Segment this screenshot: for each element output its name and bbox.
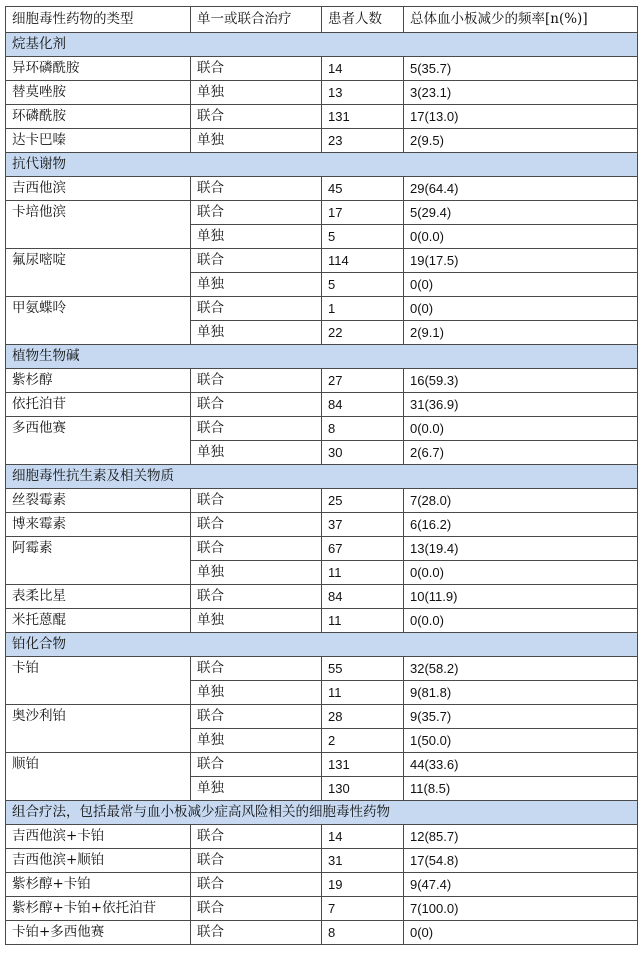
drug-name-cell: 顺铂: [6, 753, 191, 801]
treatment-mode-cell: 单独: [191, 225, 322, 249]
table-row: [6, 513, 638, 537]
frequency-cell: 7(100.0): [404, 897, 638, 921]
frequency-cell: 0(0.0): [404, 225, 638, 249]
table-row: [6, 849, 638, 873]
drug-name-cell: 米托蒽醌: [6, 609, 191, 633]
patient-count-cell: 67: [322, 537, 404, 561]
patient-count-cell: 25: [322, 489, 404, 513]
frequency-cell: 32(58.2): [404, 657, 638, 681]
treatment-mode-cell: 联合: [191, 753, 322, 777]
table-row: [6, 177, 638, 201]
table-row: [6, 585, 638, 609]
table-row: [6, 393, 638, 417]
frequency-cell: 17(54.8): [404, 849, 638, 873]
table-row: [6, 897, 638, 921]
treatment-mode-cell: 联合: [191, 249, 322, 273]
frequency-cell: 0(0.0): [404, 417, 638, 441]
frequency-cell: 7(28.0): [404, 489, 638, 513]
category-row: [6, 465, 638, 489]
drug-name-cell: 表柔比星: [6, 585, 191, 609]
drug-name-cell: 阿霉素: [6, 537, 191, 585]
patient-count-cell: 11: [322, 681, 404, 705]
treatment-mode-cell: 联合: [191, 57, 322, 81]
patient-count-cell: 17: [322, 201, 404, 225]
patient-count-cell: 19: [322, 873, 404, 897]
treatment-mode-cell: 联合: [191, 201, 322, 225]
header-treatment-mode: 单一或联合治疗: [191, 7, 322, 33]
frequency-cell: 2(6.7): [404, 441, 638, 465]
patient-count-cell: 1: [322, 297, 404, 321]
table-row: [6, 81, 638, 105]
category-row: [6, 633, 638, 657]
frequency-cell: 0(0): [404, 297, 638, 321]
table-row: [6, 417, 638, 441]
treatment-mode-cell: 联合: [191, 849, 322, 873]
frequency-cell: 19(17.5): [404, 249, 638, 273]
patient-count-cell: 28: [322, 705, 404, 729]
treatment-mode-cell: 单独: [191, 681, 322, 705]
drug-name-cell: 卡铂: [6, 657, 191, 705]
frequency-cell: 13(19.4): [404, 537, 638, 561]
table-row: [6, 657, 638, 681]
category-row: [6, 801, 638, 825]
drug-name-cell: 环磷酰胺: [6, 105, 191, 129]
frequency-cell: 31(36.9): [404, 393, 638, 417]
treatment-mode-cell: 联合: [191, 657, 322, 681]
patient-count-cell: 11: [322, 609, 404, 633]
frequency-cell: 9(47.4): [404, 873, 638, 897]
category-title: 烷基化剂: [6, 33, 638, 57]
drug-name-cell: 紫杉醇+卡铂: [6, 873, 191, 897]
patient-count-cell: 14: [322, 57, 404, 81]
treatment-mode-cell: 联合: [191, 513, 322, 537]
patient-count-cell: 11: [322, 561, 404, 585]
category-title: 铂化合物: [6, 633, 638, 657]
treatment-mode-cell: 联合: [191, 585, 322, 609]
frequency-cell: 0(0.0): [404, 561, 638, 585]
patient-count-cell: 45: [322, 177, 404, 201]
frequency-cell: 2(9.1): [404, 321, 638, 345]
table-row: [6, 825, 638, 849]
frequency-cell: 2(9.5): [404, 129, 638, 153]
treatment-mode-cell: 联合: [191, 921, 322, 945]
table-row: [6, 249, 638, 273]
table-row: [6, 57, 638, 81]
patient-count-cell: 37: [322, 513, 404, 537]
drug-name-cell: 依托泊苷: [6, 393, 191, 417]
frequency-cell: 10(11.9): [404, 585, 638, 609]
drug-name-cell: 吉西他滨+顺铂: [6, 849, 191, 873]
patient-count-cell: 8: [322, 921, 404, 945]
frequency-cell: 9(81.8): [404, 681, 638, 705]
treatment-mode-cell: 联合: [191, 705, 322, 729]
table-row: [6, 609, 638, 633]
frequency-cell: 17(13.0): [404, 105, 638, 129]
treatment-mode-cell: 单独: [191, 129, 322, 153]
table-row: [6, 369, 638, 393]
drug-name-cell: 卡培他滨: [6, 201, 191, 249]
table-row: [6, 489, 638, 513]
category-row: [6, 153, 638, 177]
treatment-mode-cell: 联合: [191, 105, 322, 129]
frequency-cell: 0(0.0): [404, 609, 638, 633]
frequency-cell: 9(35.7): [404, 705, 638, 729]
patient-count-cell: 30: [322, 441, 404, 465]
patient-count-cell: 84: [322, 393, 404, 417]
drug-name-cell: 紫杉醇+卡铂+依托泊苷: [6, 897, 191, 921]
treatment-mode-cell: 单独: [191, 321, 322, 345]
treatment-mode-cell: 联合: [191, 873, 322, 897]
header-row: [6, 7, 638, 33]
patient-count-cell: 5: [322, 225, 404, 249]
frequency-cell: 5(35.7): [404, 57, 638, 81]
frequency-cell: 44(33.6): [404, 753, 638, 777]
treatment-mode-cell: 联合: [191, 417, 322, 441]
patient-count-cell: 84: [322, 585, 404, 609]
drug-name-cell: 吉西他滨: [6, 177, 191, 201]
treatment-mode-cell: 联合: [191, 537, 322, 561]
drug-name-cell: 博来霉素: [6, 513, 191, 537]
treatment-mode-cell: 联合: [191, 297, 322, 321]
category-title: 抗代谢物: [6, 153, 638, 177]
category-row: [6, 345, 638, 369]
header-patient-count: 患者人数: [322, 7, 404, 33]
frequency-cell: 6(16.2): [404, 513, 638, 537]
patient-count-cell: 27: [322, 369, 404, 393]
drug-name-cell: 氟尿嘧啶: [6, 249, 191, 297]
treatment-mode-cell: 单独: [191, 561, 322, 585]
treatment-mode-cell: 联合: [191, 489, 322, 513]
treatment-mode-cell: 联合: [191, 897, 322, 921]
category-title: 细胞毒性抗生素及相关物质: [6, 465, 638, 489]
frequency-cell: 29(64.4): [404, 177, 638, 201]
patient-count-cell: 7: [322, 897, 404, 921]
table-row: [6, 129, 638, 153]
category-title: 组合疗法，包括最常与血小板减少症高风险相关的细胞毒性药物: [6, 801, 638, 825]
table-body: [6, 33, 638, 945]
patient-count-cell: 130: [322, 777, 404, 801]
table-row: [6, 297, 638, 321]
treatment-mode-cell: 单独: [191, 609, 322, 633]
treatment-mode-cell: 联合: [191, 177, 322, 201]
patient-count-cell: 114: [322, 249, 404, 273]
patient-count-cell: 22: [322, 321, 404, 345]
frequency-cell: 12(85.7): [404, 825, 638, 849]
frequency-cell: 16(59.3): [404, 369, 638, 393]
drug-name-cell: 丝裂霉素: [6, 489, 191, 513]
frequency-cell: 1(50.0): [404, 729, 638, 753]
patient-count-cell: 13: [322, 81, 404, 105]
treatment-mode-cell: 单独: [191, 441, 322, 465]
treatment-mode-cell: 单独: [191, 81, 322, 105]
frequency-cell: 5(29.4): [404, 201, 638, 225]
patient-count-cell: 14: [322, 825, 404, 849]
treatment-mode-cell: 单独: [191, 273, 322, 297]
patient-count-cell: 55: [322, 657, 404, 681]
drug-name-cell: 紫杉醇: [6, 369, 191, 393]
drug-name-cell: 甲氨蝶呤: [6, 297, 191, 345]
table-row: [6, 105, 638, 129]
thrombocytopenia-table: [5, 6, 638, 945]
treatment-mode-cell: 单独: [191, 777, 322, 801]
category-title: 植物生物碱: [6, 345, 638, 369]
table-row: [6, 873, 638, 897]
treatment-mode-cell: 单独: [191, 729, 322, 753]
frequency-cell: 3(23.1): [404, 81, 638, 105]
drug-name-cell: 替莫唑胺: [6, 81, 191, 105]
header-drug-type: 细胞毒性药物的类型: [6, 7, 191, 33]
patient-count-cell: 131: [322, 753, 404, 777]
drug-name-cell: 吉西他滨+卡铂: [6, 825, 191, 849]
header-frequency: 总体血小板减少的频率[n(%)]: [404, 7, 638, 33]
drug-name-cell: 多西他赛: [6, 417, 191, 465]
table-row: [6, 921, 638, 945]
frequency-cell: 0(0): [404, 921, 638, 945]
treatment-mode-cell: 联合: [191, 393, 322, 417]
drug-name-cell: 达卡巴嗪: [6, 129, 191, 153]
category-row: [6, 33, 638, 57]
patient-count-cell: 31: [322, 849, 404, 873]
table-header: [6, 7, 638, 33]
table-row: [6, 201, 638, 225]
frequency-cell: 11(8.5): [404, 777, 638, 801]
patient-count-cell: 131: [322, 105, 404, 129]
table-row: [6, 537, 638, 561]
frequency-cell: 0(0): [404, 273, 638, 297]
patient-count-cell: 2: [322, 729, 404, 753]
drug-name-cell: 异环磷酰胺: [6, 57, 191, 81]
table-row: [6, 705, 638, 729]
treatment-mode-cell: 联合: [191, 825, 322, 849]
patient-count-cell: 23: [322, 129, 404, 153]
drug-name-cell: 卡铂+多西他赛: [6, 921, 191, 945]
patient-count-cell: 8: [322, 417, 404, 441]
drug-name-cell: 奥沙利铂: [6, 705, 191, 753]
treatment-mode-cell: 联合: [191, 369, 322, 393]
table-row: [6, 753, 638, 777]
patient-count-cell: 5: [322, 273, 404, 297]
